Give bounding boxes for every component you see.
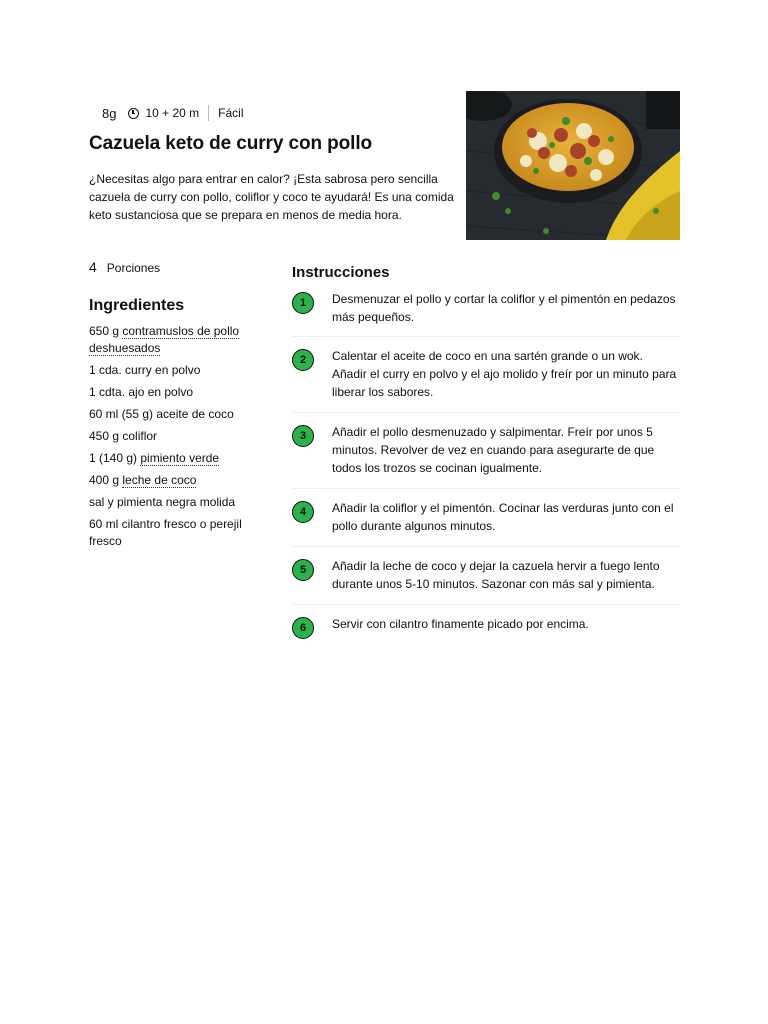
ingredient-item: 450 g coliflor <box>89 429 158 443</box>
instruction-step <box>292 605 680 639</box>
recipe-meta <box>102 104 244 122</box>
step-text: Desmenuzar el pollo y cortar la coliflor y el pimentón en pedazos más pequeños. <box>332 292 676 324</box>
ingredient-qty: 400 g <box>89 473 120 487</box>
ingredient-link[interactable]: pimiento verde <box>140 451 220 465</box>
cook-time: 10 + 20 m <box>145 106 200 120</box>
step-number-badge: 5 <box>292 559 314 581</box>
ingredients-list <box>89 323 259 555</box>
ingredient-item: 60 ml (55 g) aceite de coco <box>89 407 234 421</box>
step-number-badge: 4 <box>292 501 314 523</box>
ingredient-item: sal y pimienta negra molida <box>89 495 236 509</box>
clock-icon <box>128 108 139 119</box>
step-text: Servir con cilantro finamente picado por encima. <box>332 617 589 631</box>
instructions-heading: Instrucciones <box>292 264 390 281</box>
step-number-badge: 6 <box>292 617 314 639</box>
instruction-step <box>292 413 680 489</box>
ingredient-item: 1 cdta. ajo en polvo <box>89 385 194 399</box>
ingredients-heading: Ingredientes <box>89 297 185 314</box>
servings-label: Porciones <box>106 261 161 275</box>
step-number-badge: 3 <box>292 425 314 447</box>
ingredient-qty: 1 (140 g) <box>89 451 138 465</box>
instructions-list <box>292 290 680 639</box>
recipe-title: Cazuela keto de curry con pollo <box>89 133 373 154</box>
ingredient-qty: 650 g <box>89 324 120 338</box>
servings <box>89 259 160 275</box>
step-text: Añadir el pollo desmenuzado y salpimentar. Freír por unos 5 minutos. Revolver de vez en cuando para asegurarte de que todos los trozos se cocinan igualmente. <box>332 425 655 475</box>
difficulty-label: Fácil <box>218 106 244 120</box>
ingredient-item: 1 cda. curry en polvo <box>89 363 201 377</box>
ingredient-link[interactable]: contramuslos de pollo deshuesados <box>89 324 240 355</box>
step-text: Calentar el aceite de coco en una sartén grande o un wok. Añadir el curry en polvo y el ajo molido y freír por un minuto para liberar los sabores. <box>332 349 677 399</box>
instruction-step <box>292 489 680 547</box>
ingredient-item <box>89 323 259 357</box>
ingredient-item <box>89 472 259 489</box>
ingredient-item <box>89 450 259 467</box>
ingredient-item: 60 ml cilantro fresco o perejil fresco <box>89 517 242 548</box>
step-number-badge: 2 <box>292 349 314 371</box>
ingredient-link[interactable]: leche de coco <box>122 473 197 487</box>
step-text: Añadir la coliflor y el pimentón. Cocinar las verduras junto con el pollo durante algunos minutos. <box>332 501 674 533</box>
recipe-photo <box>466 91 680 240</box>
instruction-step <box>292 337 680 413</box>
recipe-intro: ¿Necesitas algo para entrar en calor? ¡Esta sabrosa pero sencilla cazuela de curry con pollo, coliflor y coco te ayudará! Es una comida keto sustanciosa que se prepara en menos de media hora. <box>89 172 454 222</box>
step-text: Añadir la leche de coco y dejar la cazuela hervir a fuego lento durante unos 5-10 minutos. Sazonar con más sal y pimienta. <box>332 559 660 591</box>
instruction-step <box>292 290 680 337</box>
servings-count: 4 <box>89 259 97 275</box>
instruction-step <box>292 547 680 605</box>
step-number-badge: 1 <box>292 292 314 314</box>
carbs-value: 8g <box>102 105 117 121</box>
meta-divider <box>208 105 209 121</box>
